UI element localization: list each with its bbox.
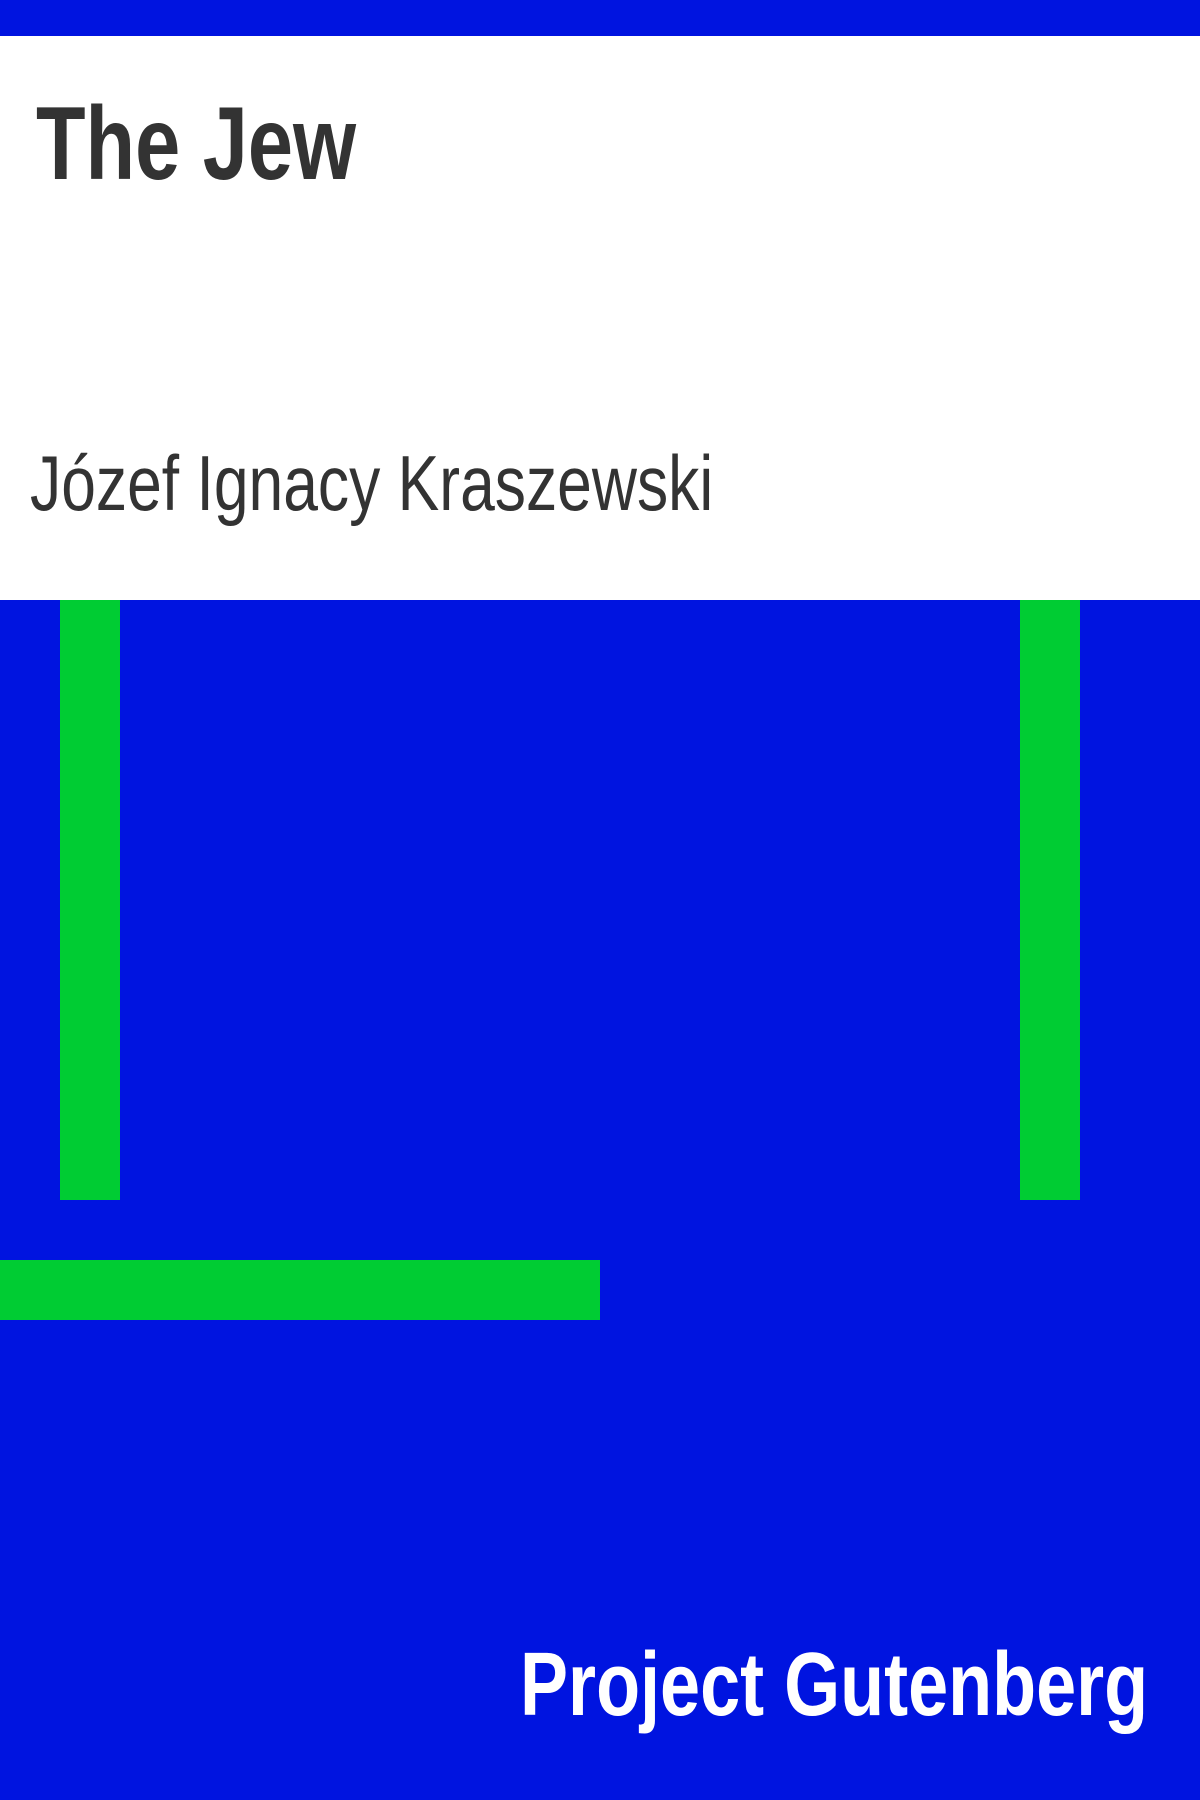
- left-vertical-bar: [60, 600, 120, 1200]
- bottom-horizontal-bar: [0, 1260, 600, 1320]
- book-title: The Jew: [36, 86, 357, 202]
- book-author: Józef Ignacy Kraszewski: [30, 439, 714, 527]
- publisher-name: Project Gutenberg: [519, 1635, 1148, 1735]
- right-vertical-bar: [1020, 600, 1080, 1200]
- top-color-band: [0, 0, 1200, 36]
